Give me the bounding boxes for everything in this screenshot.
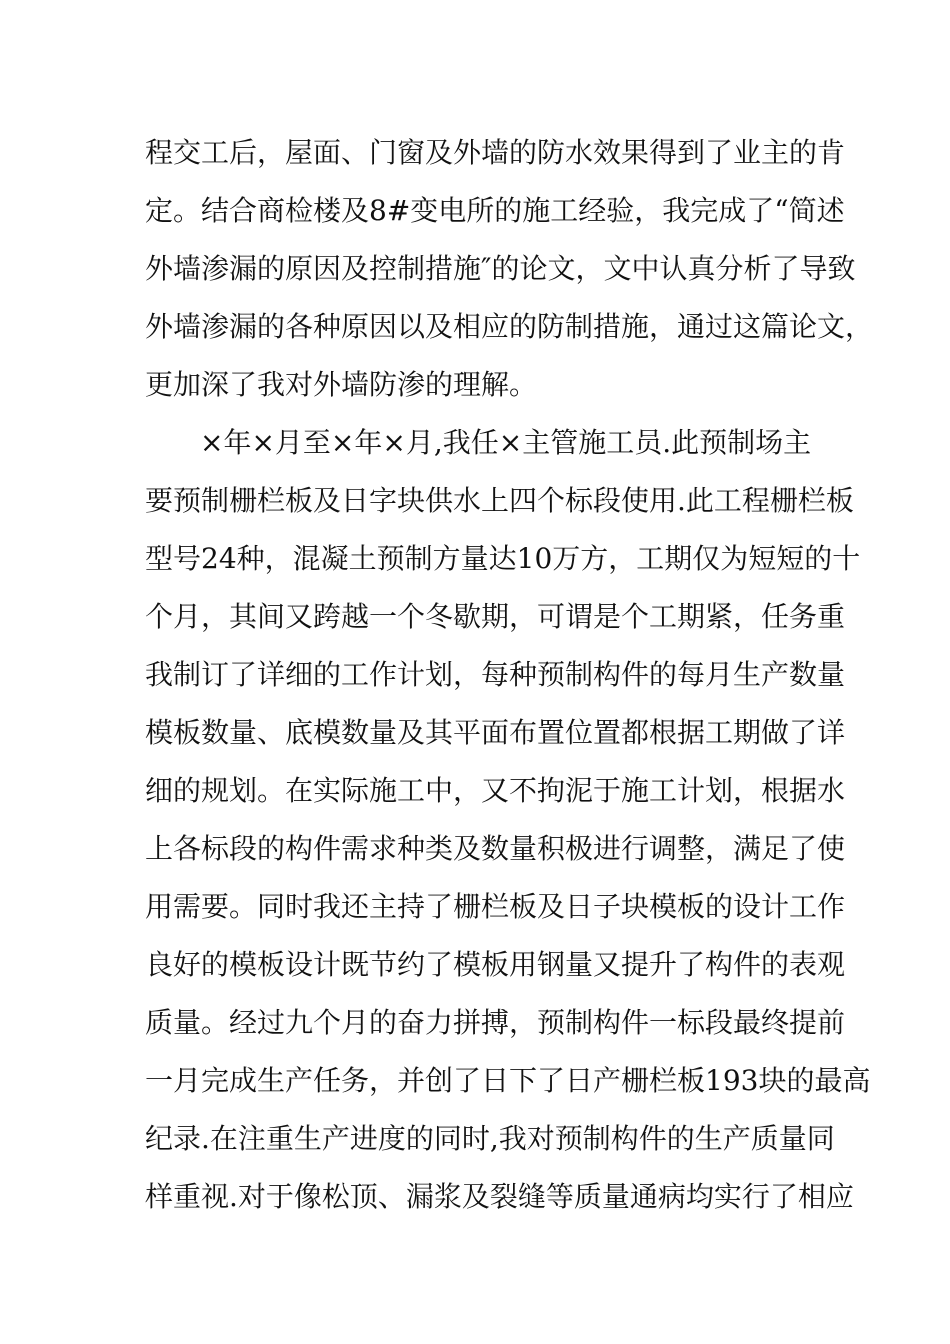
- paragraph-1-line-2: 定。结合商检楼及8#变电所的施工经验，我完成了“简述: [145, 194, 845, 227]
- paragraph-2-line-7: 细的规划。在实际施工中，又不拘泥于施工计划，根据水: [145, 774, 846, 807]
- paragraph-2-line-4: 个月，其间又跨越一个冬歇期，可谓是个工期紧，任务重: [145, 600, 846, 633]
- paragraph-2-line-5: 我制订了详细的工作计划，每种预制构件的每月生产数量: [145, 658, 846, 691]
- paragraph-2-line-8: 上各标段的构件需求种类及数量积极进行调整，满足了使: [145, 832, 846, 865]
- paragraph-1-line-5: 更加深了我对外墙防渗的理解。: [145, 368, 538, 401]
- paragraph-2-line-1: ×年×月至×年×月,我任×主管施工员.此预制场主: [200, 426, 812, 459]
- paragraph-2-line-3: 型号24种，混凝土预制方量达10万方，工期仅为短短的十: [145, 542, 861, 575]
- paragraph-1-line-1: 程交工后，屋面、门窗及外墙的防水效果得到了业主的肯: [145, 136, 846, 169]
- paragraph-2-line-14: 样重视.对于像松顶、漏浆及裂缝等质量通病均实行了相应: [145, 1180, 854, 1213]
- paragraph-2-line-12: 一月完成生产任务，并创了日下了日产栅栏板193块的最高: [145, 1064, 871, 1097]
- paragraph-1-line-4: 外墙渗漏的各种原因以及相应的防制措施，通过这篇论文，: [145, 310, 874, 343]
- paragraph-2-line-10: 良好的模板设计既节约了模板用钢量又提升了构件的表观: [145, 948, 846, 981]
- paragraph-2-line-11: 质量。经过九个月的奋力拼搏，预制构件一标段最终提前: [145, 1006, 846, 1039]
- paragraph-2-line-6: 模板数量、底模数量及其平面布置位置都根据工期做了详: [145, 716, 846, 749]
- paragraph-2-line-2: 要预制栅栏板及日字块供水上四个标段使用.此工程栅栏板: [145, 484, 854, 517]
- paragraph-2-line-13: 纪录.在注重生产进度的同时,我对预制构件的生产质量同: [145, 1122, 835, 1155]
- paragraph-2-line-9: 用需要。同时我还主持了栅栏板及日子块模板的设计工作: [145, 890, 846, 923]
- paragraph-1-line-3: 外墙渗漏的原因及控制措施″的论文，文中认真分析了导致: [145, 252, 856, 285]
